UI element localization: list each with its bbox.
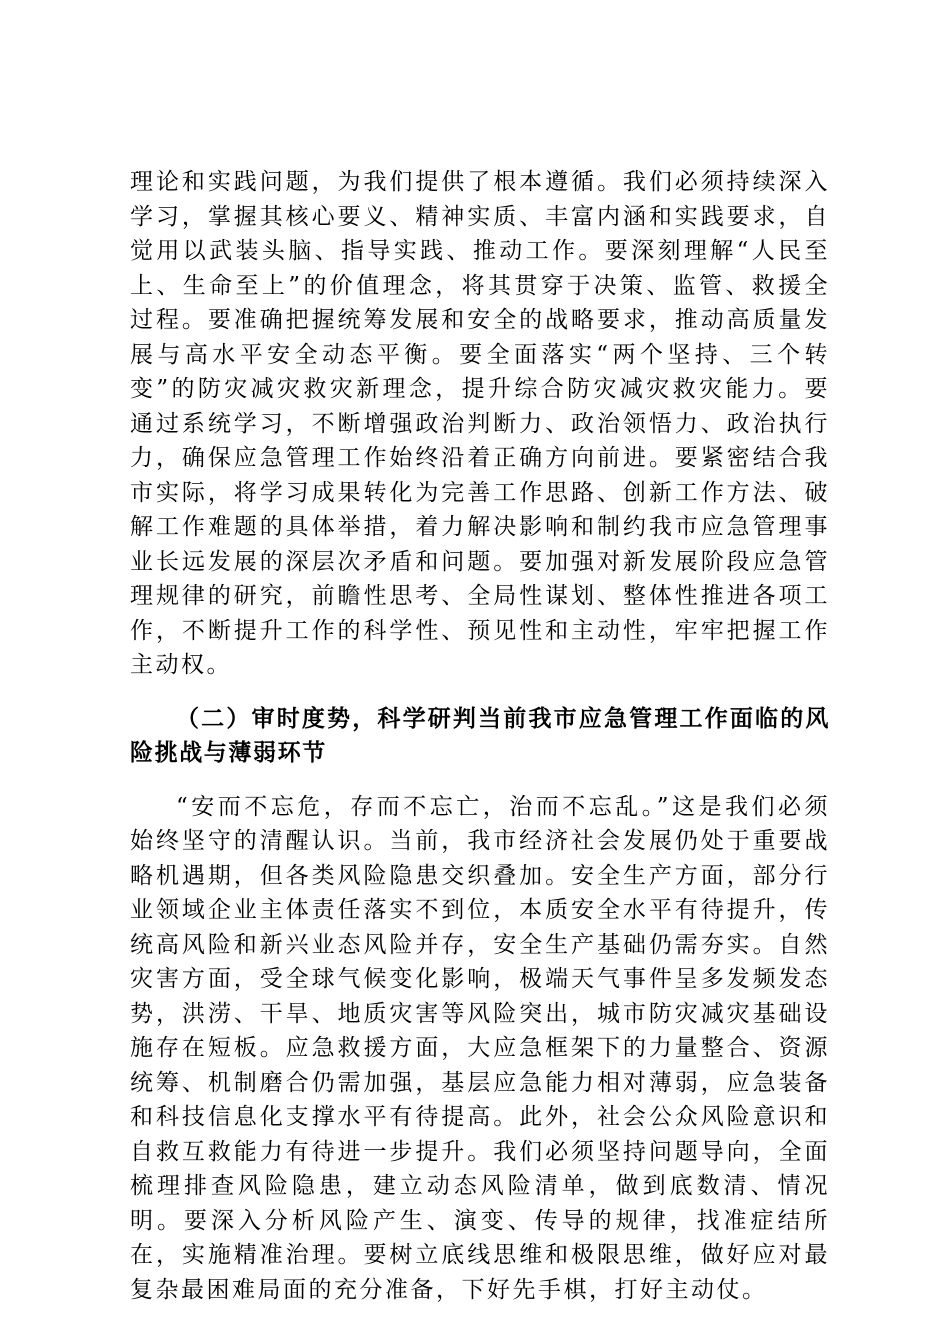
body-paragraph: “安而不忘危，存而不忘亡，治而不忘乱。”这是我们必须始终坚守的清醒认识。当前，我市经济社会发展仍处于重要战略机遇期，但各类风险隐患交织叠加。安全生产方面，部分行业领域企业主体责任落实不到位，本质安全水平有待提升，传统高风险和新兴业态风险并存，安全生产基础仍需夯实。自然灾害方面，受全球气候变化影响，极端天气事件呈多发频发态势，洪涝、干旱、地质灾害等风险突出，城市防灾减灾基础设施存在短板。应急救援方面，大应急框架下的力量整合、资源统筹、机制磨合仍需加强，基层应急能力相对薄弱，应急装备和科技信息化支撑水平有待提高。此外，社会公众风险意识和自救互救能力有待进一步提升。我们必须坚持问题导向，全面梳理排查风险隐患，建立动态风险清单，做到底数清、情况明。要深入分析风险产生、演变、传导的规律，找准症结所在，实施精准治理。要树立底线思维和极限思维，做好应对最复杂最困难局面的充分准备，下好先手棋，打好主动仗。 (130, 793, 830, 1303)
section-heading: （二）审时度势，科学研判当前我市应急管理工作面临的风险挑战与薄弱环节 (130, 705, 830, 766)
document-body (130, 165, 830, 1307)
body-paragraph: 理论和实践问题，为我们提供了根本遵循。我们必须持续深入学习，掌握其核心要义、精神实质、丰富内涵和实践要求，自觉用以武装头脑、指导实践、推动工作。要深刻理解“人民至上、生命至上”的价值理念，将其贯穿于决策、监管、救援全过程。要准确把握统筹发展和安全的战略要求，推动高质量发展与高水平安全动态平衡。要全面落实“两个坚持、三个转变”的防灾减灾救灾新理念，提升综合防灾减灾救灾能力。要通过系统学习，不断增强政治判断力、政治领悟力、政治执行力，确保应急管理工作始终沿着正确方向前进。要紧密结合我市实际，将学习成果转化为完善工作思路、创新工作方法、破解工作难题的具体举措，着力解决影响和制约我市应急管理事业长远发展的深层次矛盾和问题。要加强对新发展阶段应急管理规律的研究，前瞻性思考、全局性谋划、整体性推进各项工作，不断提升工作的科学性、预见性和主动性，牢牢把握工作主动权。 (130, 169, 830, 678)
